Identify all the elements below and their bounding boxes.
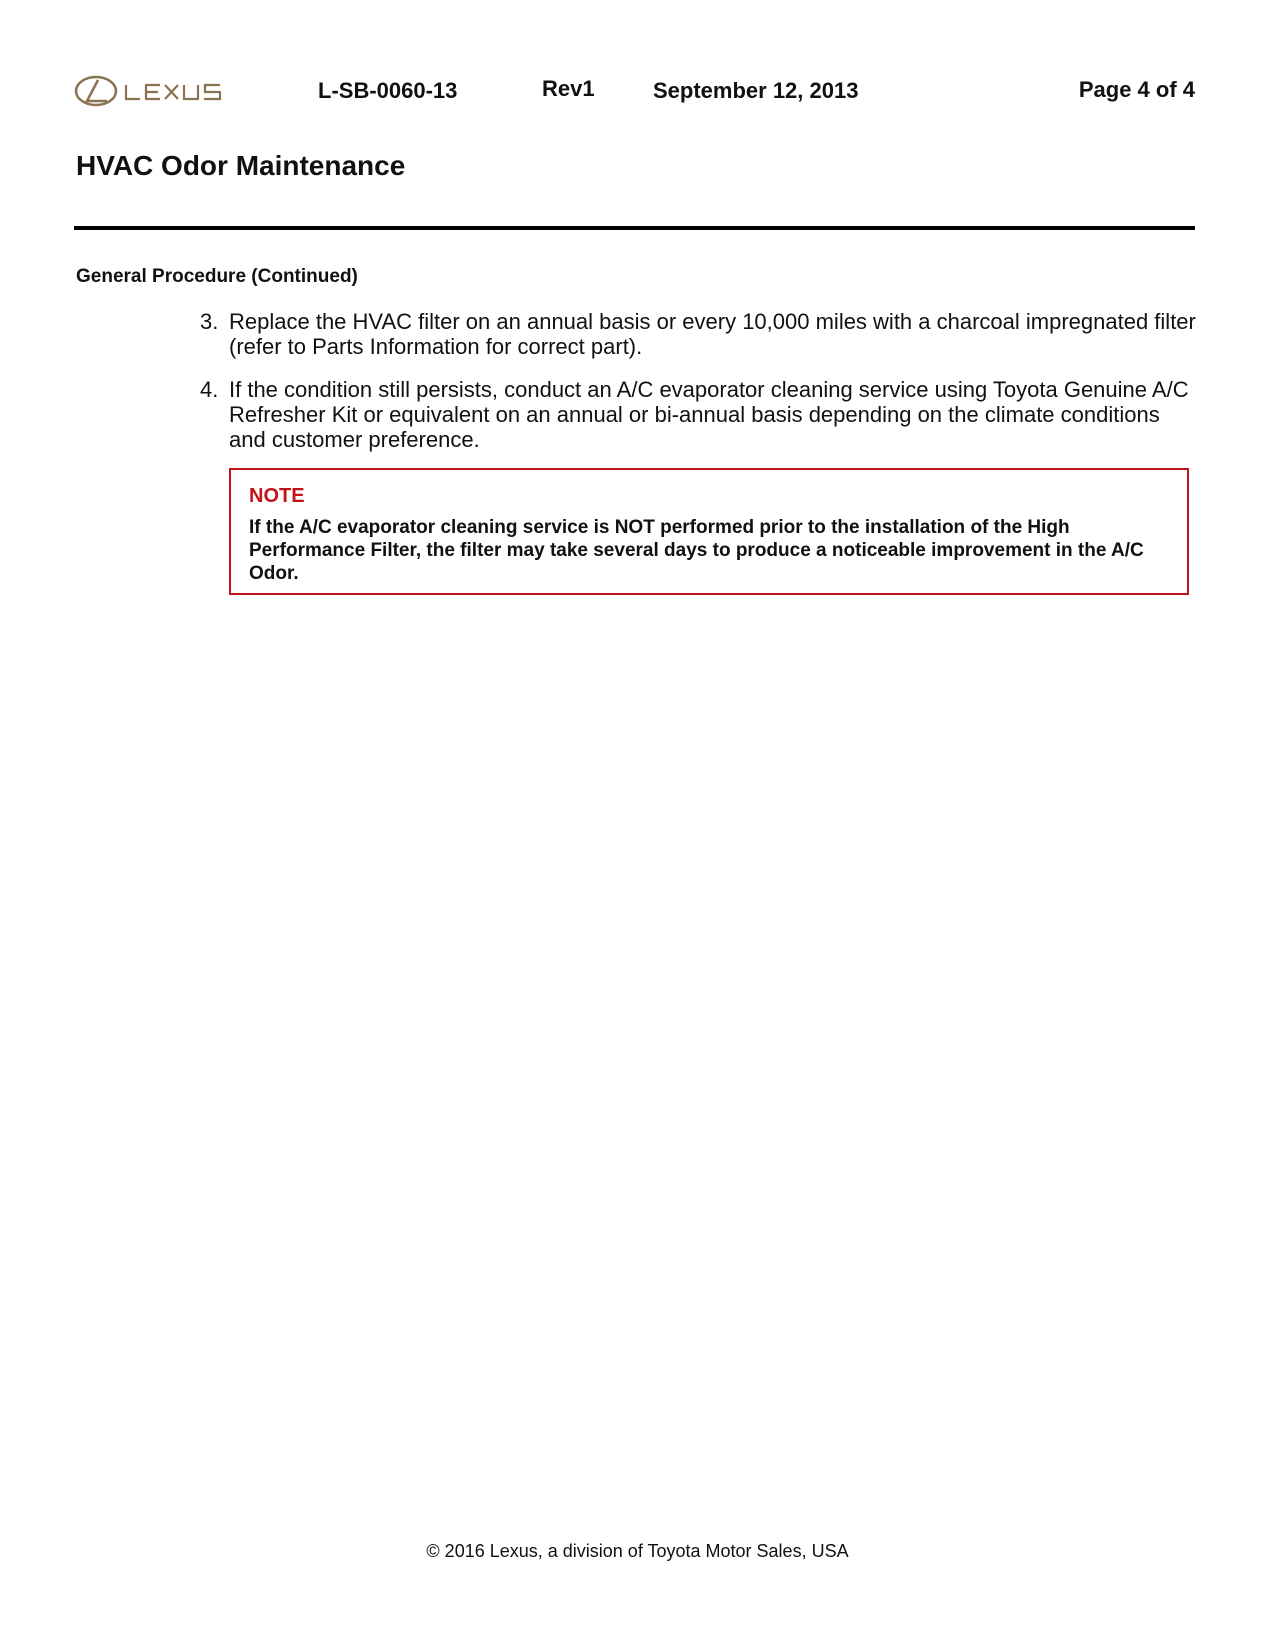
note-box (229, 468, 1189, 595)
note-label: NOTE (249, 485, 305, 507)
step-text: If the condition still persists, conduct an A/C evaporator cleaning service using Toyota Genuine A/C Refresher Kit or equivalent on an annual or bi-annual basis depending on the climate conditions and customer preference. (229, 377, 1189, 452)
page-title: HVAC Odor Maintenance (76, 150, 406, 181)
title-divider (74, 226, 1195, 230)
section-heading: General Procedure (Continued) (76, 266, 358, 287)
document-number: L-SB-0060-13 (318, 78, 458, 103)
step-number: 4. (200, 377, 219, 402)
lexus-logo (74, 74, 234, 108)
page-indicator: Page 4 of 4 (1078, 77, 1195, 102)
copyright-footer: © 2016 Lexus, a division of Toyota Motor Sales, USA (426, 1541, 849, 1561)
procedure-step (200, 309, 1196, 359)
procedure-steps (200, 309, 1196, 470)
procedure-step (200, 377, 1196, 452)
note-text: If the A/C evaporator cleaning service is NOT performed prior to the installation of the High Performance Filter, the filter may take several days to produce a noticeable improvement in the A/C Odor. (249, 517, 1144, 584)
step-number: 3. (200, 309, 219, 334)
revision-label: Rev1 (542, 76, 595, 101)
step-text: Replace the HVAC filter on an annual basis or every 10,000 miles with a charcoal impregnated filter (refer to Parts Information for correct part). (229, 309, 1196, 359)
document-date: September 12, 2013 (653, 78, 859, 103)
